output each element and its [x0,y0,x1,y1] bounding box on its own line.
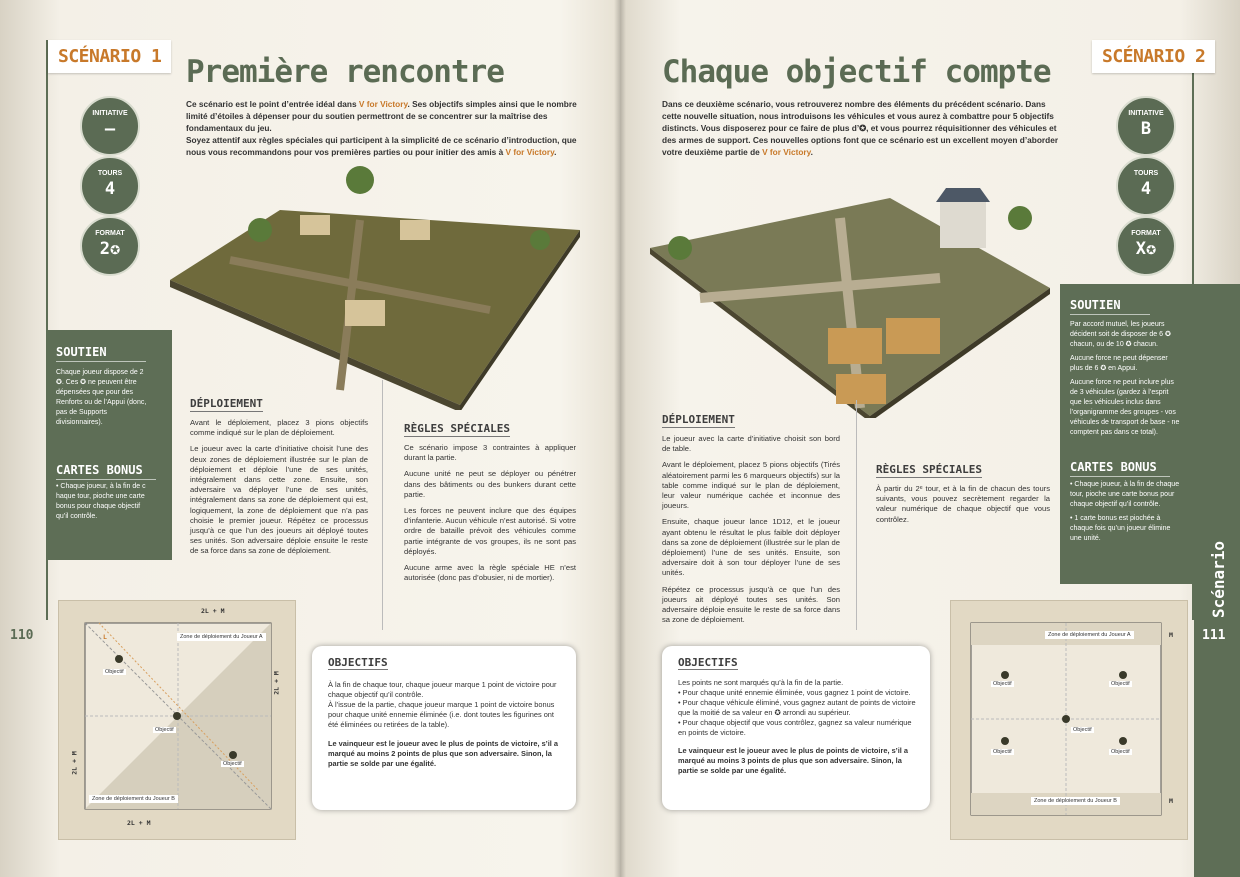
objectives-box [662,646,930,810]
objectives-text: Les points ne sont marqués qu’à la fin de la partie. • Pour chaque unité ennemie éliminée, vous gagnez 1 point de victoire. • Pour chaque véhicule éliminé, vous gagnez autant de points de victoire que la moitié de sa valeur en ✪ arrondi au supérieur. • Pour chaque objectif que vous contrôlez, gagnez sa valeur numérique en points de victoire. Le vainqueur est le joueur avec le plus de points de victoire, s’il a marqué au moins 3 points de plus que son adversaire. Sinon, la partie se solde par une égalité. [678,678,916,775]
objective-marker [1119,737,1127,745]
objective-marker [1062,715,1070,723]
bonus-heading: CARTES BONUS [56,463,156,480]
initiative-badge: INITIATIVE – [80,96,140,156]
bonus-heading: CARTES BONUS [1070,460,1170,477]
objective-marker [173,712,181,720]
scenario-tag: SCÉNARIO 2 [1092,40,1215,73]
rules-heading: RÈGLES SPÉCIALES [876,463,982,476]
deploy-text: Avant le déploiement, placez 3 pions objectifs comme indiqué sur le plan de déploiement. Le joueur avec la carte d’initiative choisit l’une des deux zones de déploiement illustrée sur le plan de déploiement et déploie l’une de ses unités, intégralement dans cette zone. Ensuite, son adversaire va déployer l’une de ses unités, intégralement dans sa zone de déploiement qui est, logiquement, la zone de déploiement que n’a pas choisie le premier joueur. Répétez ce processus jusqu’à ce que l’un des joueurs ait déployé toutes ses unités. Son adversaire déploie ensuite le reste de sa force dans sa zone de déploiement. [190,418,368,556]
format-badge: FORMAT X✪ [1116,216,1176,276]
deployment-map: Zone de déploiement du Joueur A Zone de déploiement du Joueur B M M Objectif Objectif Objectif Objectif Objectif [950,600,1188,840]
page-number: 111 [1202,628,1226,643]
soutien-heading: SOUTIEN [56,345,146,362]
turns-badge: TOURS 4 [1116,156,1176,216]
rules-text: Ce scénario impose 3 contraintes à appliquer durant la partie. Aucune unité ne peut se déployer ou pénétrer dans des bâtiments ou des bunkers durant cette partie. Les forces ne peuvent inclure que des équipes d’infanterie. Aucun véhicule n’est autorisé. Si votre ordre de bataille prévoit des véhicules comme partie intégrante de vos groupes, ils ne sont pas déployés. Aucune arme avec la règle spéciale HE n’est autorisée (donc pas d’obusier, ni de mortier). [404,443,576,583]
side-tab: Scénario [1209,540,1229,619]
soutien-heading: SOUTIEN [1070,298,1150,315]
objectives-heading: OBJECTIFS [328,656,388,669]
zone-a-label: Zone de déploiement du Joueur A [1045,631,1134,639]
intro-text: Ce scénario est le point d’entrée idéal dans V for Victory. Ses objectifs simples ainsi que le nombre limité d’étoiles à dépenser pour du soutien permettront de se concentrer sur la maîtrise des fondamentaux du jeu. Soyez attentif aux règles spéciales qui participent à la simplicité de ce scénario d’introduction, que nous vous recommandons pour vos premières parties ou pour initier des amis à V for Victory. [186,99,577,157]
right-page [620,0,1240,877]
page-title: Première rencontre [186,54,504,90]
column-divider [382,380,383,630]
objective-marker [1001,737,1009,745]
terrain-illustration [640,178,1060,418]
rules-heading: RÈGLES SPÉCIALES [404,422,510,435]
objective-marker [1119,671,1127,679]
deploy-text: Le joueur avec la carte d’initiative choisit son bord de table. Avant le déploiement, placez 5 pions objectifs (Tirés aléatoirement parmi les 6 marqueurs objectifs) sur la table comme indiqué sur le plan de déploiement, leur valeur numérique cachée et inconnue des joueurs. Ensuite, chaque joueur lance 1D12, et le joueur ayant obtenu le résultat le plus faible doit déployer dans sa zone de déploiement (illustrée sur le plan de déploiement) l’une de ses unités. Ensuite, son adversaire doit à son tour déployer l’une de ses unités. Répétez ce processus jusqu’à ce que l’un des joueurs ait déployé toutes ses unités. Son adversaire déploie ensuite le reste de sa force dans sa zone de déploiement. [662,434,840,625]
left-sidebar-panel [46,330,172,560]
zone-b-label: Zone de déploiement du Joueur B [89,795,178,803]
zone-b-label: Zone de déploiement du Joueur B [1031,797,1120,805]
deploy-heading: DÉPLOIEMENT [662,413,735,426]
objective-marker [1001,671,1009,679]
intro-text: Dans ce deuxième scénario, vous retrouverez nombre des éléments du précédent scénario. Dans cette nouvelle situation, nous introduisons les véhicules et vous aurez à combattre pour 5 objectifs distincts. Vous disposerez pour ce faire de plus d’✪, et vous pourrez réquisitionner des véhicules et des armes de support. Ces nouvelles options font que ce scénario est un excellent moyen d’aborder votre deuxième partie de V for Victory. [662,99,1059,157]
scenario-tag: SCÉNARIO 1 [48,40,171,73]
soutien-text: Chaque joueur dispose de 2 ✪. Ces ✪ ne peuvent être dépensées que pour des Renforts ou de l’Appui (donc, pas de Supports divisionnaires). [56,369,147,426]
page-number: 110 [10,628,34,643]
objectives-text: À la fin de chaque tour, chaque joueur marque 1 point de victoire pour chaque objectif qu’il contrôle. À l’issue de la partie, chaque joueur marque 1 point de victoire bonus pour chaque unité ennemie éliminée (i.e. dont toutes les figurines ont été éliminées ou retirées de la table). Le vainqueur est le joueur avec le plus de points de victoire, s’il a marqué au moins 2 points de plus que son adversaire. Sinon, la partie se solde par une égalité. [328,680,559,768]
page-title: Chaque objectif compte [662,54,1051,90]
soutien-text: Par accord mutuel, les joueurs décident soit de disposer de 6 ✪ chacun, ou de 10 ✪ chacun. Aucune force ne peut dépenser plus de 6 ✪ en Appui. Aucune force ne peut inclure plus de 3 véhicules (gardez à l’esprit que les véhicules inclus dans l’organigramme des groupes - vos véhicules de transport de base - ne comptent pas dans ce total). [1070,321,1180,436]
objective-marker [229,751,237,759]
deploy-heading: DÉPLOIEMENT [190,397,263,410]
turns-badge: TOURS 4 [80,156,140,216]
rules-text: À partir du 2ᵉ tour, et à la fin de chacun des tours suivants, vous pouvez secrètement regarder la valeur numérique de chaque objectif que vous contrôlez. [876,484,1050,524]
terrain-illustration [160,160,590,410]
bonus-text: • Chaque joueur, à la fin de c haque tour, pioche une carte bonus pour chaque objectif qu’il contrôle. [56,483,146,520]
book-spine [614,0,626,877]
objectives-box [312,646,576,810]
column-divider [856,400,857,630]
objectives-heading: OBJECTIFS [678,656,738,669]
format-badge: FORMAT 2✪ [80,216,140,276]
zone-a-label: Zone de déploiement du Joueur A [177,633,266,641]
initiative-badge: INITIATIVE B [1116,96,1176,156]
bonus-text: • Chaque joueur, à la fin de chaque tour, pioche une carte bonus pour chaque objectif qu’il contrôle. • 1 carte bonus est piochée à chaque fois qu’un joueur élimine une unité. [1070,481,1180,542]
deployment-map: 2L + M 2L + M 2L + M 2L + M Zone de déploiement du Joueur A Zone de déploiement du Joueur B Objectif Objectif Objectif L [58,600,296,840]
objective-marker [115,655,123,663]
